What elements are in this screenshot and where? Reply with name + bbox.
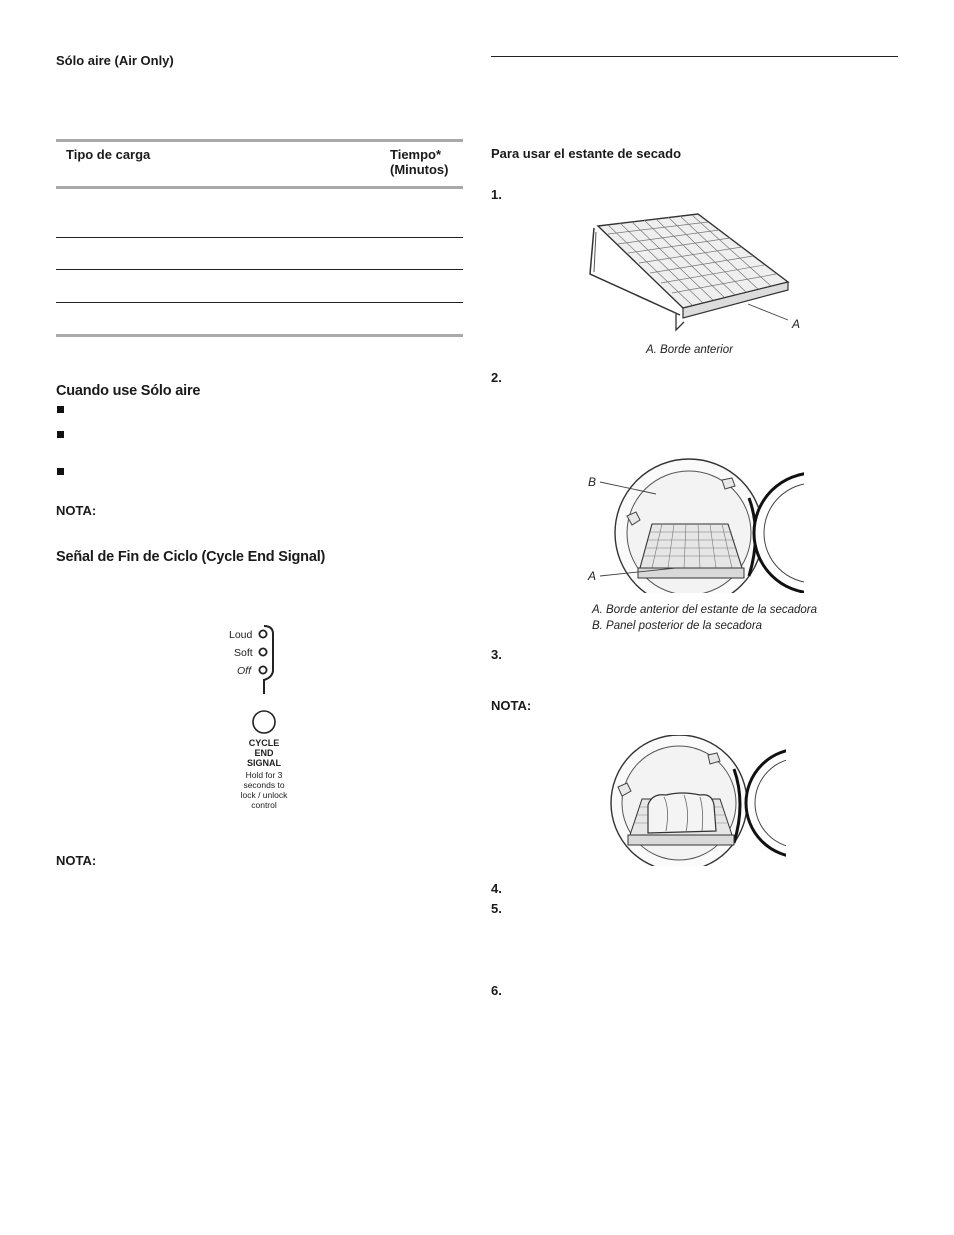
table-row-rule (56, 237, 463, 238)
callout-letter-a: A (792, 317, 801, 331)
indicator-off-icon (259, 666, 266, 673)
step-number: 6. (491, 983, 502, 998)
table-bottom-rule (56, 334, 463, 337)
dryer-with-shoes-illustration (604, 735, 786, 867)
svg-text:lock / unlock: lock / unlock (240, 790, 288, 800)
drying-rack-illustration (588, 212, 808, 334)
air-only-heading: Sólo aire (Air Only) (56, 53, 174, 68)
note-label: NOTA: (56, 503, 97, 518)
bullet-icon (57, 468, 64, 475)
col-header-time: Tiempo* (390, 147, 442, 162)
indicator-loud-icon (259, 630, 266, 637)
indicator-soft-icon (259, 648, 266, 655)
figure-caption: A. Borde anterior (646, 344, 733, 356)
step-number: 1. (491, 187, 502, 202)
note-label: NOTA: (491, 698, 532, 713)
figure-caption-b: B. Panel posterior de la secadora (592, 620, 763, 632)
svg-text:END: END (254, 748, 274, 758)
callout-letter-b: B (588, 475, 597, 489)
dryer-with-rack-illustration (584, 458, 804, 595)
table-top-rule (56, 139, 463, 142)
option-off: Off (237, 665, 252, 677)
figure-caption-a: A. Borde anterior del estante de la secadora (592, 604, 818, 616)
svg-text:Hold for 3: Hold for 3 (245, 770, 283, 780)
step-number: 4. (491, 881, 502, 896)
step-number: 5. (491, 901, 502, 916)
step-number: 3. (491, 647, 502, 662)
bullet-icon (57, 431, 64, 438)
when-air-only-heading: Cuando use Sólo aire (56, 383, 201, 399)
step-number: 2. (491, 370, 502, 385)
table-row-rule (56, 302, 463, 303)
col-header-load-type: Tipo de carga (66, 147, 151, 162)
option-soft: Soft (234, 647, 253, 659)
col-header-time-units: (Minutos) (390, 162, 449, 177)
note-label: NOTA: (56, 853, 97, 868)
bullet-icon (57, 406, 64, 413)
column-top-rule (491, 56, 898, 57)
svg-text:control: control (251, 800, 277, 810)
table-header-rule (56, 186, 463, 189)
callout-letter-a: A (588, 569, 597, 583)
svg-text:SIGNAL: SIGNAL (246, 758, 282, 768)
svg-text:CYCLE: CYCLE (248, 738, 280, 748)
drying-rack-heading: Para usar el estante de secado (491, 146, 682, 161)
cycle-end-signal-button-icon (253, 711, 275, 733)
option-loud: Loud (229, 629, 253, 641)
cycle-end-signal-heading: Señal de Fin de Ciclo (Cycle End Signal) (56, 549, 326, 565)
table-row-rule (56, 269, 463, 270)
svg-text:seconds to: seconds to (243, 780, 285, 790)
cycle-end-signal-control (220, 620, 320, 815)
